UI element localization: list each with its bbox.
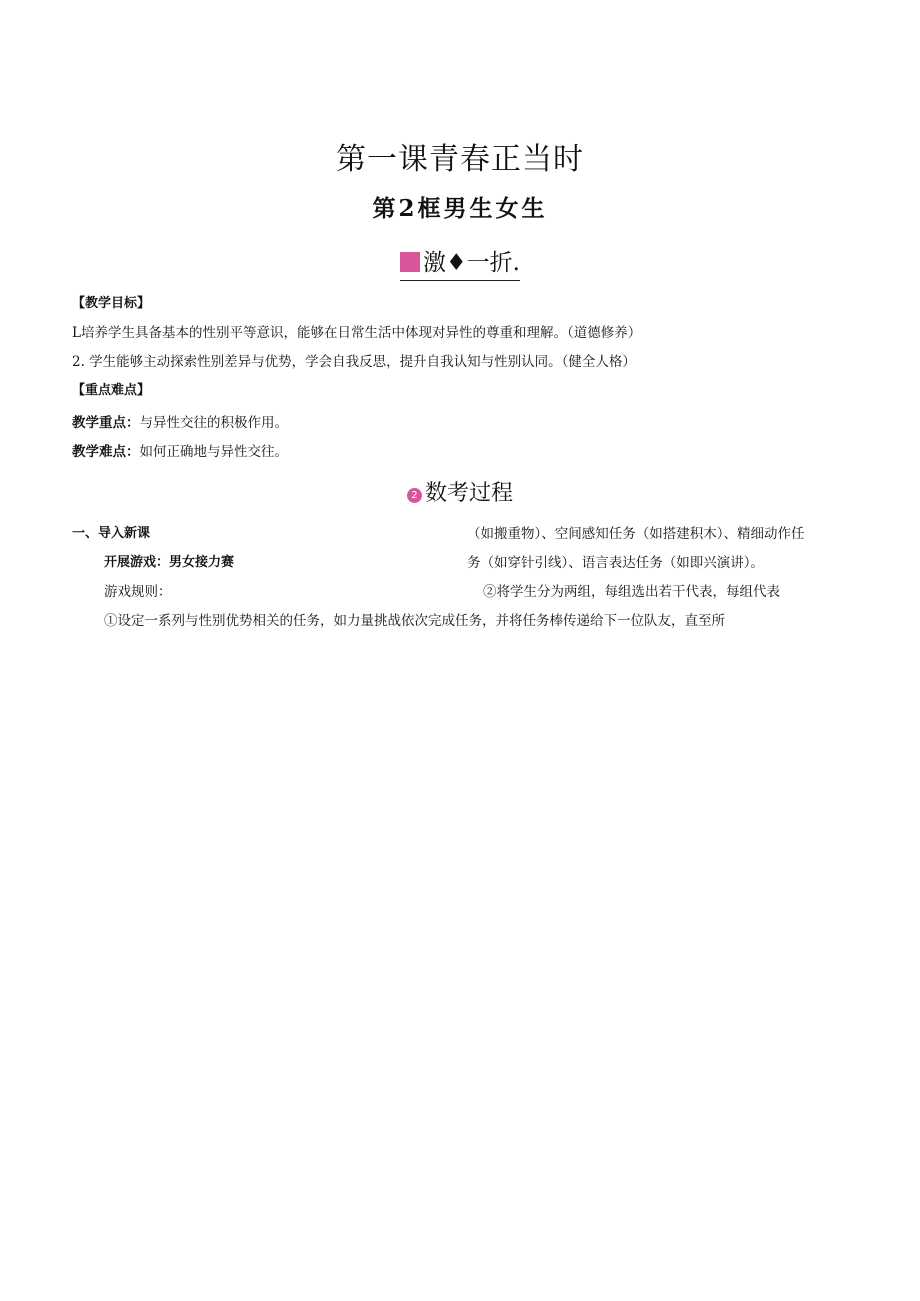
game-rule-1: ①设定一系列与性别优势相关的任务，如力量挑战依次完成任务，并将任务棒传递给下一位队友，直至所 bbox=[104, 613, 725, 629]
numbered-circle-icon: 2 bbox=[407, 488, 422, 503]
page-subtitle: 第2框男生女生 bbox=[372, 195, 548, 222]
banner-intro-inner bbox=[400, 244, 520, 281]
intro-section-heading: 一、导入新课 bbox=[72, 526, 151, 541]
teaching-focus bbox=[72, 411, 288, 431]
game-rules-label: 游戏规则： bbox=[104, 584, 172, 600]
objectives-heading: 【教学目标】 bbox=[72, 296, 151, 311]
teaching-difficulty-label: 教学难点： bbox=[72, 444, 140, 460]
teaching-focus-text: 与异性交往的积极作用。 bbox=[139, 415, 288, 431]
right-col-line-1: （如搬重物）、空间感知任务（如搭建积木）、精细动作任 bbox=[467, 526, 805, 542]
banner-intro-text: 激♦一折. bbox=[423, 250, 520, 276]
right-col-line-2: 务（如穿针引线）、语言表达任务（如即兴演讲）。 bbox=[467, 555, 764, 571]
objective-item-1: L培养学生具备基本的性别平等意识，能够在日常生活中体现对异性的尊重和理解。（道德修养） bbox=[72, 325, 642, 341]
section-banner-intro bbox=[0, 244, 920, 281]
teaching-focus-label: 教学重点： bbox=[72, 415, 140, 431]
page-title: 第一课青春正当时 bbox=[336, 142, 584, 177]
right-col-line-3: ②将学生分为两组，每组选出若干代表，每组代表 bbox=[483, 584, 780, 600]
section-banner-process bbox=[0, 476, 920, 507]
key-points-heading: 【重点难点】 bbox=[72, 383, 151, 398]
game-heading: 开展游戏：男女接力赛 bbox=[104, 555, 235, 570]
objective-item-2: 2. 学生能够主动探索性别差异与优势，学会自我反思，提升自我认知与性别认同。（健全人格） bbox=[72, 354, 636, 370]
teaching-difficulty bbox=[72, 440, 288, 460]
teaching-difficulty-text: 如何正确地与异性交往。 bbox=[139, 444, 288, 460]
pink-square-icon bbox=[400, 252, 420, 272]
banner-process-text: 数考过程 bbox=[424, 481, 513, 506]
